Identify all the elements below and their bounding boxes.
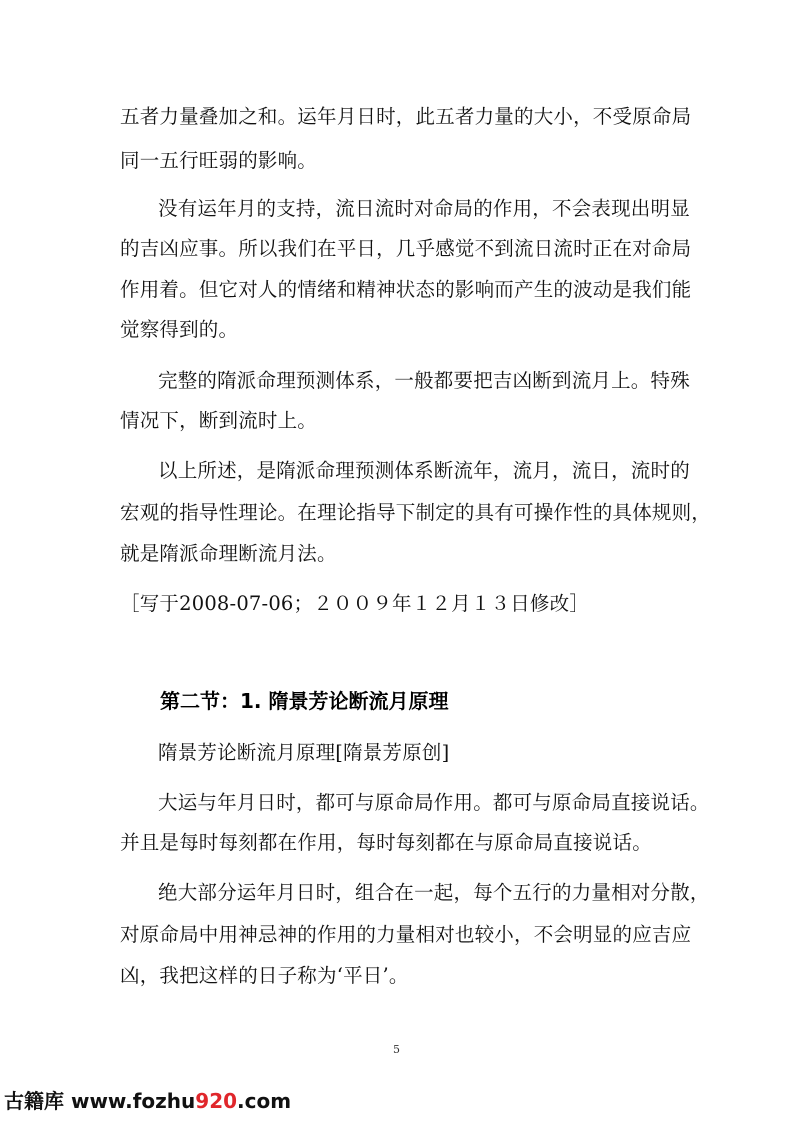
- section-line-2: 并且是每时每刻都在作用，每时每刻都在与原命局直接说话。: [120, 831, 652, 854]
- section-line-4: 对原命局中用神忌神的作用的力量相对也较小，不会明显的应吉应: [120, 923, 692, 946]
- section-line-3: 绝大部分运年月日时，组合在一起，每个五行的力量相对分散，: [158, 881, 710, 904]
- section-subtitle: 隋景芳论断流月原理[隋景芳原创]: [158, 741, 450, 764]
- watermark-suffix: .com: [237, 1089, 292, 1113]
- body-line-6: 觉察得到的。: [120, 318, 239, 341]
- body-line-9: 以上所述，是隋派命理预测体系断流年，流月，流日，流时的: [158, 459, 690, 482]
- body-line-3: 没有运年月的支持，流日流时对命局的作用，不会表现出明显: [158, 197, 690, 220]
- body-line-5: 作用着。但它对人的情绪和精神状态的影响而产生的波动是我们能: [120, 278, 692, 301]
- section-line-1: 大运与年月日时，都可与原命局作用。都可与原命局直接说话。: [158, 791, 710, 814]
- section-heading: 第二节：1. 隋景芳论断流月原理: [160, 689, 449, 713]
- site-watermark: [4, 1088, 291, 1114]
- body-line-2: 同一五行旺弱的影响。: [120, 149, 318, 172]
- page-number: 5: [393, 1043, 400, 1056]
- body-line-1: 五者力量叠加之和。运年月日时，此五者力量的大小，不受原命局: [120, 105, 692, 128]
- section-line-5: 凶，我把这样的日子称为‘平日’。: [120, 964, 409, 987]
- body-line-7: 完整的隋派命理预测体系，一般都要把吉凶断到流月上。特殊: [158, 369, 690, 392]
- body-line-8: 情况下，断到流时上。: [120, 409, 318, 432]
- watermark-prefix: 古籍库 www.fozhu: [4, 1089, 196, 1113]
- body-line-10: 宏观的指导性理论。在理论指导下制定的具有可操作性的具体规则，: [120, 501, 712, 524]
- date-note: ［写于2008-07-06；２００９年１２月１３日修改］: [120, 592, 590, 615]
- body-line-4: 的吉凶应事。所以我们在平日，几乎感觉不到流日流时正在对命局: [120, 237, 692, 260]
- watermark-number: 920: [195, 1089, 238, 1113]
- body-line-11: 就是隋派命理断流月法。: [120, 542, 337, 565]
